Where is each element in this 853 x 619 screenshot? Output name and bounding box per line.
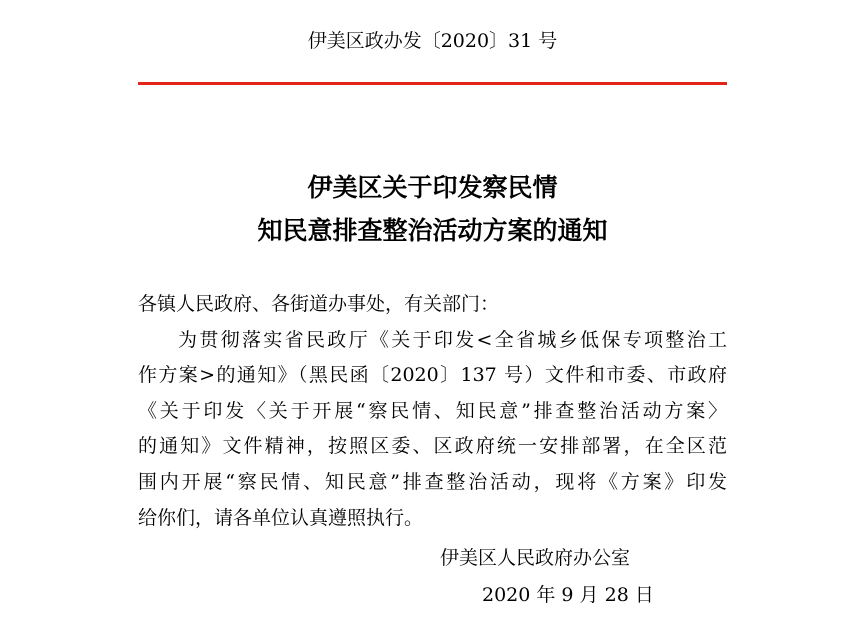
document-body — [138, 287, 727, 536]
red-header-rule — [138, 82, 727, 85]
issue-date: 2020 年 9 月 28 日 — [482, 584, 654, 606]
body-line: 为贯彻落实省民政厅《关于印发<全省城乡低保专项整治工 — [178, 328, 727, 351]
body-line: 围内开展“察民情、知民意”排查整治活动，现将《方案》印发 — [138, 470, 727, 493]
body-line: 的通知》文件精神，按照区委、区政府统一安排部署，在全区范 — [138, 435, 727, 458]
body-line: 《关于印发〈关于开展“察民情、知民意”排查整治活动方案〉 — [138, 399, 727, 422]
title-line-1: 伊美区关于印发察民情 — [307, 173, 558, 202]
document-title — [138, 166, 727, 252]
title-line-2: 知民意排查整治活动方案的通知 — [257, 216, 608, 245]
issuing-office: 伊美区人民政府办公室 — [440, 547, 631, 569]
document-number: 伊美区政办发〔2020〕31 号 — [307, 30, 558, 52]
body-line: 给你们，请各单位认真遵照执行。 — [138, 506, 424, 529]
body-line: 作方案>的通知》（黑民函〔2020〕137 号）文件和市委、市政府 — [138, 364, 727, 387]
salutation: 各镇人民政府、各街道办事处，有关部门： — [138, 293, 500, 315]
